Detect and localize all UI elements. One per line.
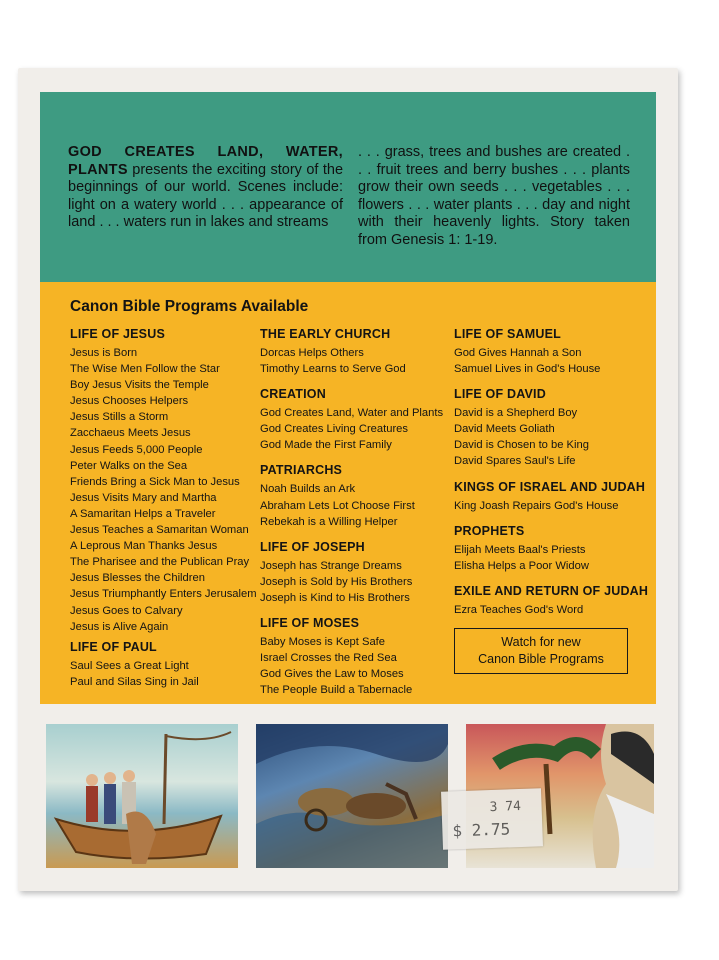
program-section: [260, 462, 455, 529]
program-title: GOD CREATES LAND, WATER, PLANTS: [68, 144, 343, 178]
program-item: God Creates Land, Water and Plants: [260, 407, 444, 420]
program-item: David is Chosen to be King: [454, 439, 589, 452]
program-item: The Pharisee and the Publican Pray: [70, 556, 250, 569]
program-item: David is a Shepherd Boy: [454, 407, 578, 420]
program-item: Saul Sees a Great Light: [70, 659, 189, 672]
program-item: Jesus Stills a Storm: [70, 411, 169, 424]
program-item: Elijah Meets Baal's Priests: [454, 543, 586, 556]
program-section: [260, 539, 455, 606]
program-section: [70, 639, 260, 690]
program-item: The People Build a Tabernacle: [260, 684, 413, 697]
program-item: Boy Jesus Visits the Temple: [70, 379, 209, 392]
section-title: LIFE OF JESUS: [70, 327, 165, 341]
watch-for-new-box: [454, 628, 628, 674]
chariot-scene-illustration: [256, 724, 448, 868]
section-title: LIFE OF SAMUEL: [454, 327, 561, 341]
program-item: Abraham Lets Lot Choose First: [260, 499, 415, 512]
programs-column-2: [260, 326, 455, 702]
program-section: [454, 386, 649, 469]
section-title: EXILE AND RETURN OF JUDAH: [454, 583, 649, 598]
program-item: Israel Crosses the Red Sea: [260, 652, 397, 665]
program-item: God Creates Living Creatures: [260, 423, 408, 436]
program-item: Jesus Teaches a Samaritan Woman: [70, 524, 249, 537]
program-item: God Gives Hannah a Son: [454, 347, 582, 359]
section-title: PATRIARCHS: [260, 463, 343, 478]
program-item: Jesus Triumphantly Enters Jerusalem: [70, 588, 257, 601]
program-section: [260, 326, 455, 377]
description-text-left: presents the exciting story of the beginnings of our world. Scenes include: light on a watery world . . . appearance of land . . . waters run in lakes and streams: [68, 161, 344, 230]
watch-line-1: Watch for new: [501, 635, 581, 649]
program-item: Samuel Lives in God's House: [454, 363, 601, 376]
program-item: Jesus Feeds 5,000 People: [70, 443, 203, 456]
program-section: [454, 523, 649, 574]
program-item: Joseph has Strange Dreams: [260, 559, 402, 572]
program-section: [454, 326, 649, 377]
section-title: THE EARLY CHURCH: [260, 327, 391, 341]
section-title: LIFE OF MOSES: [260, 616, 360, 631]
program-item: Rebekah is a Willing Helper: [260, 515, 398, 528]
program-item: David Spares Saul's Life: [454, 455, 576, 468]
program-section: [70, 326, 260, 635]
section-title: KINGS OF ISRAEL AND JUDAH: [454, 479, 646, 494]
program-item: Peter Walks on the Sea: [70, 459, 188, 472]
programs-column-1: [70, 326, 260, 694]
program-item: Jesus Goes to Calvary: [70, 604, 183, 617]
program-item: Jesus is Born: [70, 347, 138, 359]
description-column-left: [68, 144, 343, 232]
program-section: [454, 479, 649, 514]
section-title: LIFE OF JOSEPH: [260, 539, 365, 554]
program-item: Jesus Visits Mary and Martha: [70, 491, 217, 504]
description-column-right: . . . grass, trees and bushes are created . . . fruit trees and berry bushes . . . plants grow their own seeds . . . vegetables . . . flowers . . . water plants . . . day and night with their heavenly lights. Story taken from Genesis 1: 1-19.: [358, 144, 630, 248]
sticker-price: $ 2.75: [452, 819, 511, 841]
program-item: The Wise Men Follow the Star: [70, 363, 220, 376]
program-item: Joseph is Kind to His Brothers: [260, 591, 410, 604]
section-title: PROPHETS: [454, 523, 525, 538]
section-title: LIFE OF PAUL: [70, 639, 157, 654]
watch-line-2: Canon Bible Programs: [478, 652, 604, 666]
program-item: A Leprous Man Thanks Jesus: [70, 540, 218, 553]
program-item: God Gives the Law to Moses: [260, 668, 404, 681]
box-back-cover: [18, 68, 678, 891]
program-item: King Joash Repairs God's House: [454, 499, 619, 512]
description-panel: [40, 92, 656, 282]
program-item: Ezra Teaches God's Word: [454, 603, 584, 616]
program-item: Elisha Helps a Poor Widow: [454, 559, 589, 572]
illustration-strip: [40, 724, 656, 868]
program-item: Noah Builds an Ark: [260, 483, 356, 496]
program-item: Jesus Blesses the Children: [70, 572, 205, 585]
program-item: Friends Bring a Sick Man to Jesus: [70, 475, 240, 488]
program-item: God Made the First Family: [260, 439, 392, 452]
program-section: [454, 583, 649, 618]
program-item: David Meets Goliath: [454, 423, 555, 436]
sticker-code: 3 74: [489, 798, 522, 816]
program-item: A Samaritan Helps a Traveler: [70, 507, 216, 520]
program-item: Dorcas Helps Others: [260, 347, 364, 359]
programs-heading: Canon Bible Programs Available: [70, 298, 309, 315]
program-item: Jesus is Alive Again: [70, 620, 169, 633]
section-title: LIFE OF DAVID: [454, 387, 546, 402]
section-title: CREATION: [260, 387, 326, 402]
program-section: [260, 615, 455, 698]
program-item: Jesus Chooses Helpers: [70, 395, 189, 408]
price-sticker: [441, 788, 543, 849]
programs-panel: [40, 282, 656, 704]
program-item: Timothy Learns to Serve God: [260, 363, 406, 376]
program-section: [260, 386, 455, 453]
boat-scene-illustration: [46, 724, 238, 868]
program-item: Zacchaeus Meets Jesus: [70, 427, 191, 440]
programs-column-3: [454, 326, 649, 622]
program-item: Joseph is Sold by His Brothers: [260, 575, 413, 588]
program-item: Baby Moses is Kept Safe: [260, 636, 385, 649]
program-item: Paul and Silas Sing in Jail: [70, 675, 199, 688]
